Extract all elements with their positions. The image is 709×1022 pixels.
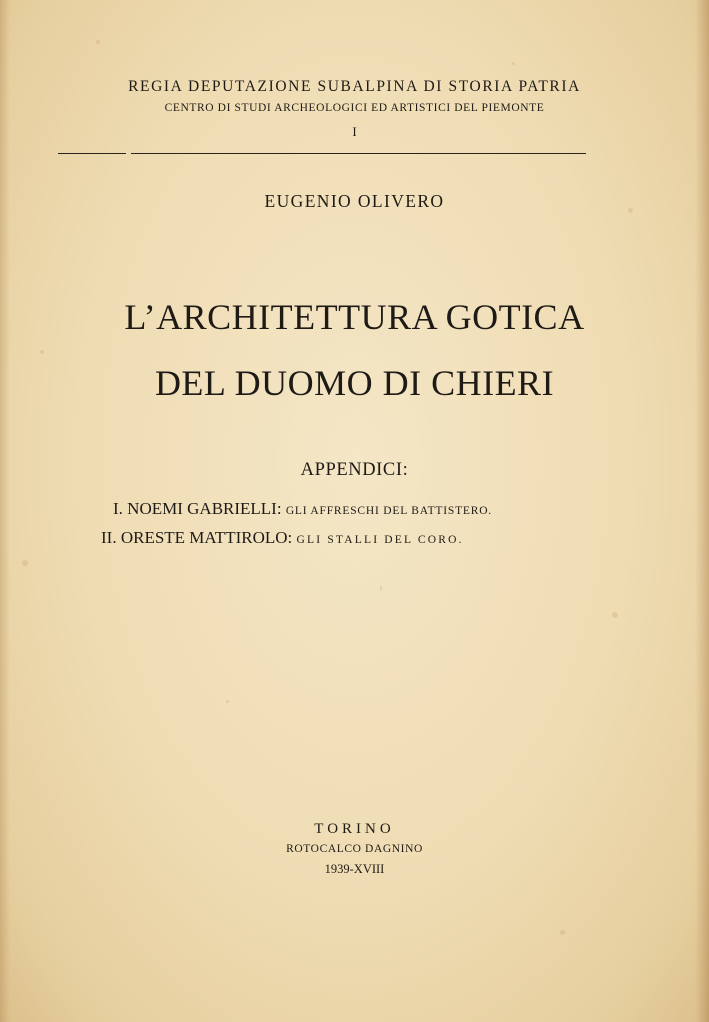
foxing-spot <box>560 930 565 935</box>
header-rule-long <box>131 153 586 154</box>
foxing-spot <box>612 612 618 618</box>
foxing-spot <box>512 62 515 65</box>
header-rule-short <box>58 153 126 154</box>
appendix-numeral: I. <box>113 499 123 518</box>
appendix-author: ORESTE MATTIROLO: <box>120 528 293 547</box>
appendix-item <box>113 499 492 519</box>
foxing-spot <box>22 560 28 566</box>
book-author: EUGENIO OLIVERO <box>264 191 445 211</box>
appendix-subject: GLI STALLI DEL CORO. <box>296 534 464 546</box>
imprint-year: 1939-XVIII <box>324 862 385 876</box>
book-title-line-2: DEL DUOMO DI CHIERI <box>154 363 555 403</box>
imprint-publisher: ROTOCALCO DAGNINO <box>286 843 423 855</box>
series-volume-number: I <box>352 124 357 139</box>
book-title-line-1: L’ARCHITETTURA GOTICA <box>124 297 585 337</box>
series-title: REGIA DEPUTAZIONE SUBALPINA DI STORIA PATRIA <box>128 78 581 95</box>
appendix-item <box>101 528 464 548</box>
appendices-heading: APPENDICI: <box>300 460 409 480</box>
foxing-spot <box>40 350 44 354</box>
foxing-spot <box>96 40 100 44</box>
foxing-spot <box>226 700 229 703</box>
appendix-author: NOEMI GABRIELLI: <box>127 499 282 518</box>
foxing-spot <box>380 586 382 591</box>
series-subtitle: CENTRO DI STUDI ARCHEOLOGICI ED ARTISTICI DEL PIEMONTE <box>164 102 545 114</box>
imprint-place: TORINO <box>314 821 395 837</box>
appendix-numeral: II. <box>101 528 117 547</box>
appendix-subject: GLI AFFRESCHI DEL BATTISTERO. <box>285 505 492 517</box>
